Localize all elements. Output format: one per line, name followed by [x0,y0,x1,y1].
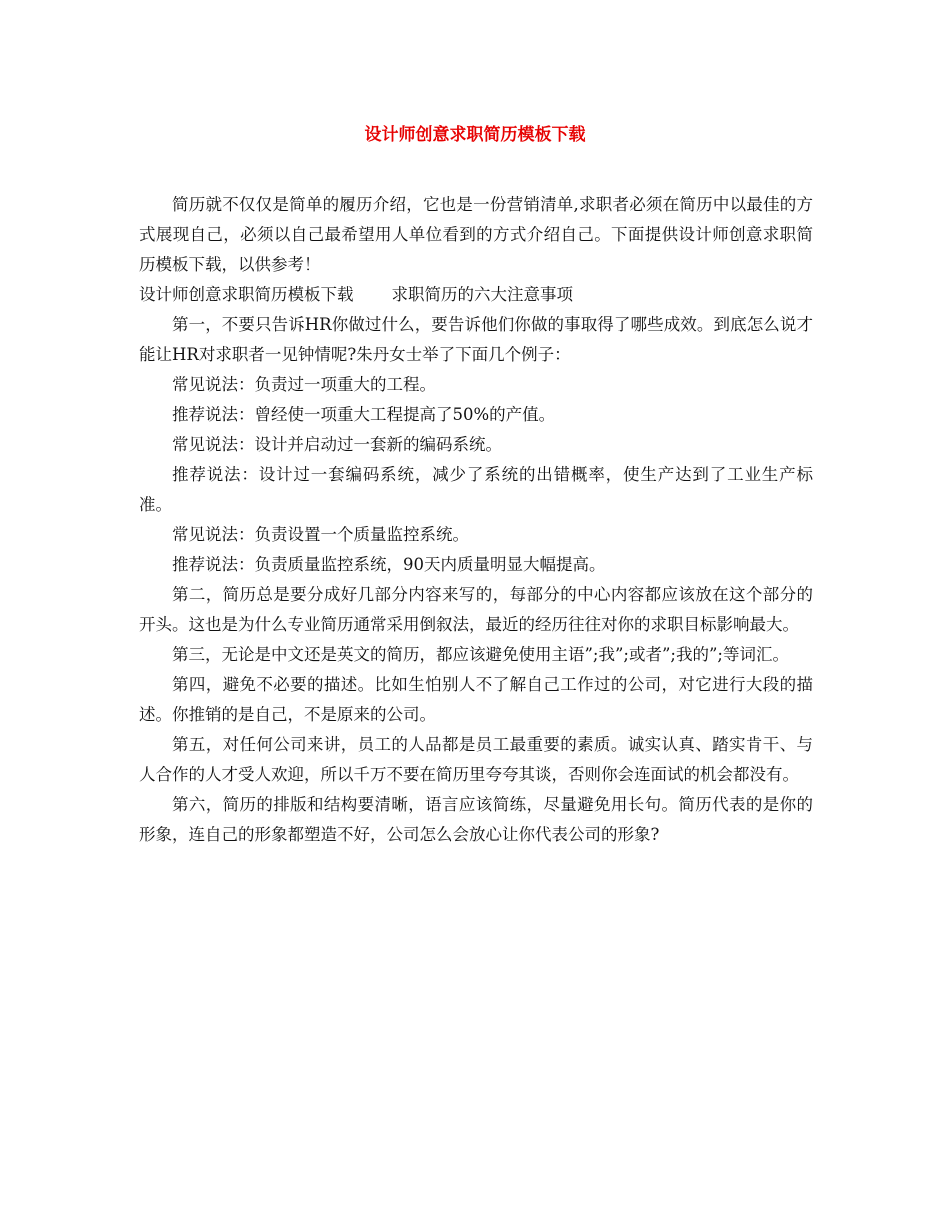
example-1-recommended: 推荐说法：曾经使一项重大工程提高了50%的产值。 [172,405,556,424]
subheading-right: 求职简历的六大注意事项 [391,285,573,304]
point-1-paragraph: 第一，不要只告诉HR你做过什么，要告诉他们你做的事取得了哪些成效。到底怎么说才能让HR对求职者一见钟情呢?朱丹女士举了下面几个例子： [139,315,813,364]
example-3-common: 常见说法：负责设置一个质量监控系统。 [172,525,469,544]
example-1-common: 常见说法：负责过一项重大的工程。 [172,375,436,394]
point-4-paragraph: 第四，避免不必要的描述。比如生怕别人不了解自己工作过的公司，对它进行大段的描述。你推销的是自己，不是原来的公司。 [139,675,813,724]
point-5-paragraph: 第五，对任何公司来讲，员工的人品都是员工最重要的素质。诚实认真、踏实肯干、与人合作的人才受人欢迎，所以千万不要在简历里夸夸其谈，否则你会连面试的机会都没有。 [139,735,813,784]
example-2-recommended: 推荐说法：设计过一套编码系统，减少了系统的出错概率，使生产达到了工业生产标准。 [139,465,813,514]
example-3-recommended: 推荐说法：负责质量监控系统，90天内质量明显大幅提高。 [172,555,606,574]
point-3-paragraph: 第三，无论是中文还是英文的简历，都应该避免使用主语”;我”;或者”;我的”;等词汇。 [172,645,789,664]
subheading-left: 设计师创意求职简历模板下载 [139,285,354,304]
intro-paragraph: 简历就不仅仅是简单的履历介绍，它也是一份营销清单,求职者必须在简历中以最佳的方式展现自己，必须以自己最希望用人单位看到的方式介绍自己。下面提供设计师创意求职简历模板下载，以供参考！ [139,195,813,274]
point-6-paragraph: 第六，简历的排版和结构要清晰，语言应该简练，尽量避免用长句。简历代表的是你的形象，连自己的形象都塑造不好，公司怎么会放心让你代表公司的形象? [139,795,813,844]
document-title: 设计师创意求职简历模板下载 [364,125,586,145]
subheading-line [139,280,813,310]
point-2-paragraph: 第二，简历总是要分成好几部分内容来写的，每部分的中心内容都应该放在这个部分的开头。这也是为什么专业简历通常采用倒叙法，最近的经历往往对你的求职目标影响最大。 [139,585,813,634]
example-2-common: 常见说法：设计并启动过一套新的编码系统。 [172,435,502,454]
document-body [139,190,813,850]
